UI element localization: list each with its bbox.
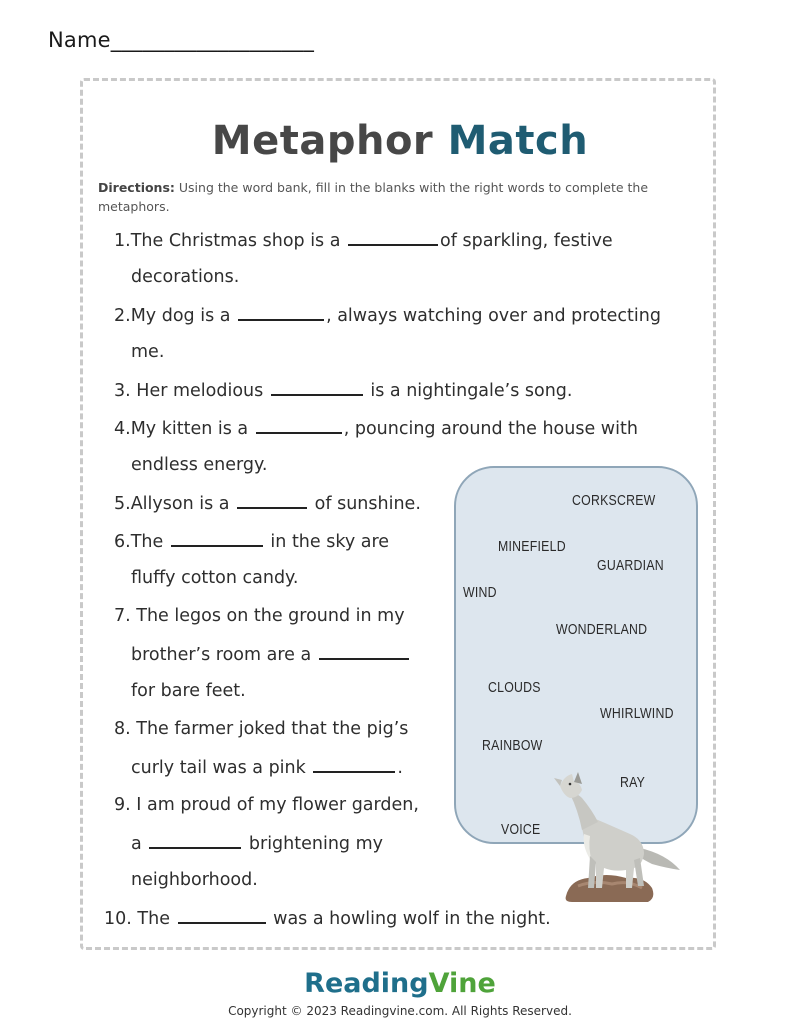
question-text: in the sky are [270, 532, 390, 552]
question-text: The Christmas shop is a [130, 231, 341, 251]
answer-blank[interactable] [171, 531, 263, 547]
question-8-line-2 [131, 757, 403, 778]
logo-vine: Vine [428, 968, 496, 999]
question-number: 7. [114, 606, 131, 626]
directions-label: Directions: [98, 180, 175, 195]
question-text: decorations. [131, 267, 240, 287]
question-number: 3. [114, 381, 131, 401]
name-field[interactable] [48, 28, 314, 52]
answer-blank[interactable] [313, 757, 395, 773]
question-9-line-3 [131, 870, 258, 890]
word-bank-item: RAINBOW [482, 737, 543, 754]
question-text: was a howling wolf in the night. [273, 909, 551, 929]
answer-blank[interactable] [348, 230, 438, 246]
name-line: ___________________ [110, 28, 315, 52]
wolf-tail [638, 848, 680, 870]
question-5 [114, 493, 421, 514]
question-number: 1. [114, 231, 131, 251]
answer-blank[interactable] [256, 418, 342, 434]
wolf-ear [574, 772, 582, 784]
question-text: brother’s room are a [131, 645, 312, 665]
copyright-text: Copyright © 2023 Readingvine.com. All Rights Reserved. [228, 1004, 572, 1018]
answer-blank[interactable] [178, 908, 266, 924]
question-number: 2. [114, 306, 131, 326]
word-bank-item: CLOUDS [488, 679, 541, 696]
logo-reading: Reading [304, 968, 429, 999]
question-4-line-2 [131, 455, 267, 475]
question-text: endless energy. [131, 455, 268, 475]
question-2 [114, 305, 661, 326]
question-text: , always watching over and protecting [326, 306, 661, 326]
question-text: of sparkling, festive [440, 231, 613, 251]
question-text: My dog is a [130, 306, 231, 326]
question-2-line-2 [131, 342, 164, 362]
answer-blank[interactable] [149, 833, 241, 849]
answer-blank[interactable] [238, 305, 324, 321]
question-text: me. [131, 342, 165, 362]
question-text: fluffy cotton candy. [131, 568, 299, 588]
question-1 [114, 230, 613, 251]
word-bank-item: MINEFIELD [498, 538, 566, 555]
question-text: of sunshine. [314, 494, 421, 514]
question-text: is a nightingale’s song. [370, 381, 573, 401]
question-text: brightening my [248, 834, 384, 854]
question-7-line-2 [131, 644, 411, 665]
question-number: 5. [114, 494, 131, 514]
question-7 [114, 606, 405, 626]
question-number: 9. [114, 795, 131, 815]
question-1-line-2 [131, 267, 239, 287]
question-text: The [137, 909, 170, 929]
question-text: for bare feet. [131, 681, 246, 701]
question-9 [114, 795, 419, 815]
question-text: I am proud of my flower garden, [136, 795, 419, 815]
question-10 [104, 908, 551, 929]
readingvine-logo [0, 968, 800, 999]
question-text: Allyson is a [130, 494, 230, 514]
question-9-line-2 [131, 833, 383, 854]
name-label: Name [48, 28, 111, 52]
question-number: 6. [114, 532, 131, 552]
question-7-line-3 [131, 681, 246, 701]
question-number: 8. [114, 719, 131, 739]
question-text: The [130, 532, 164, 552]
question-text: Her melodious [136, 381, 264, 401]
wolf-eye [569, 783, 572, 786]
answer-blank[interactable] [271, 380, 363, 396]
question-text: The farmer joked that the pig’s [136, 719, 409, 739]
question-6-line-2 [131, 568, 298, 588]
word-bank-item: GUARDIAN [597, 557, 664, 574]
question-text: curly tail was a pink [131, 758, 306, 778]
directions [98, 178, 698, 216]
word-bank-item: WONDERLAND [556, 621, 648, 638]
page-title [0, 118, 800, 164]
word-bank-item: CORKSCREW [572, 492, 656, 509]
howling-wolf-illustration [548, 768, 688, 908]
title-part-2: Match [447, 118, 589, 164]
answer-blank[interactable] [319, 644, 409, 660]
title-part-1: Metaphor [211, 118, 434, 164]
question-text: . [397, 758, 403, 778]
answer-blank[interactable] [237, 493, 307, 509]
directions-text: Using the word bank, fill in the blanks with the right words to complete the metaphors. [98, 180, 649, 214]
question-6 [114, 531, 389, 552]
question-number: 4. [114, 419, 131, 439]
question-text: My kitten is a [130, 419, 249, 439]
question-3 [114, 380, 572, 401]
question-text: a [131, 834, 142, 854]
question-text: neighborhood. [131, 870, 258, 890]
question-8 [114, 719, 408, 739]
word-bank-item: RAY [620, 774, 646, 791]
question-text: , pouncing around the house with [343, 419, 638, 439]
question-text: The legos on the ground in my [136, 606, 405, 626]
question-number: 10. [104, 909, 132, 929]
word-bank-item: WHIRLWIND [600, 705, 674, 722]
word-bank-item: WIND [463, 584, 497, 601]
word-bank-item: VOICE [501, 821, 541, 838]
question-4 [114, 418, 638, 439]
